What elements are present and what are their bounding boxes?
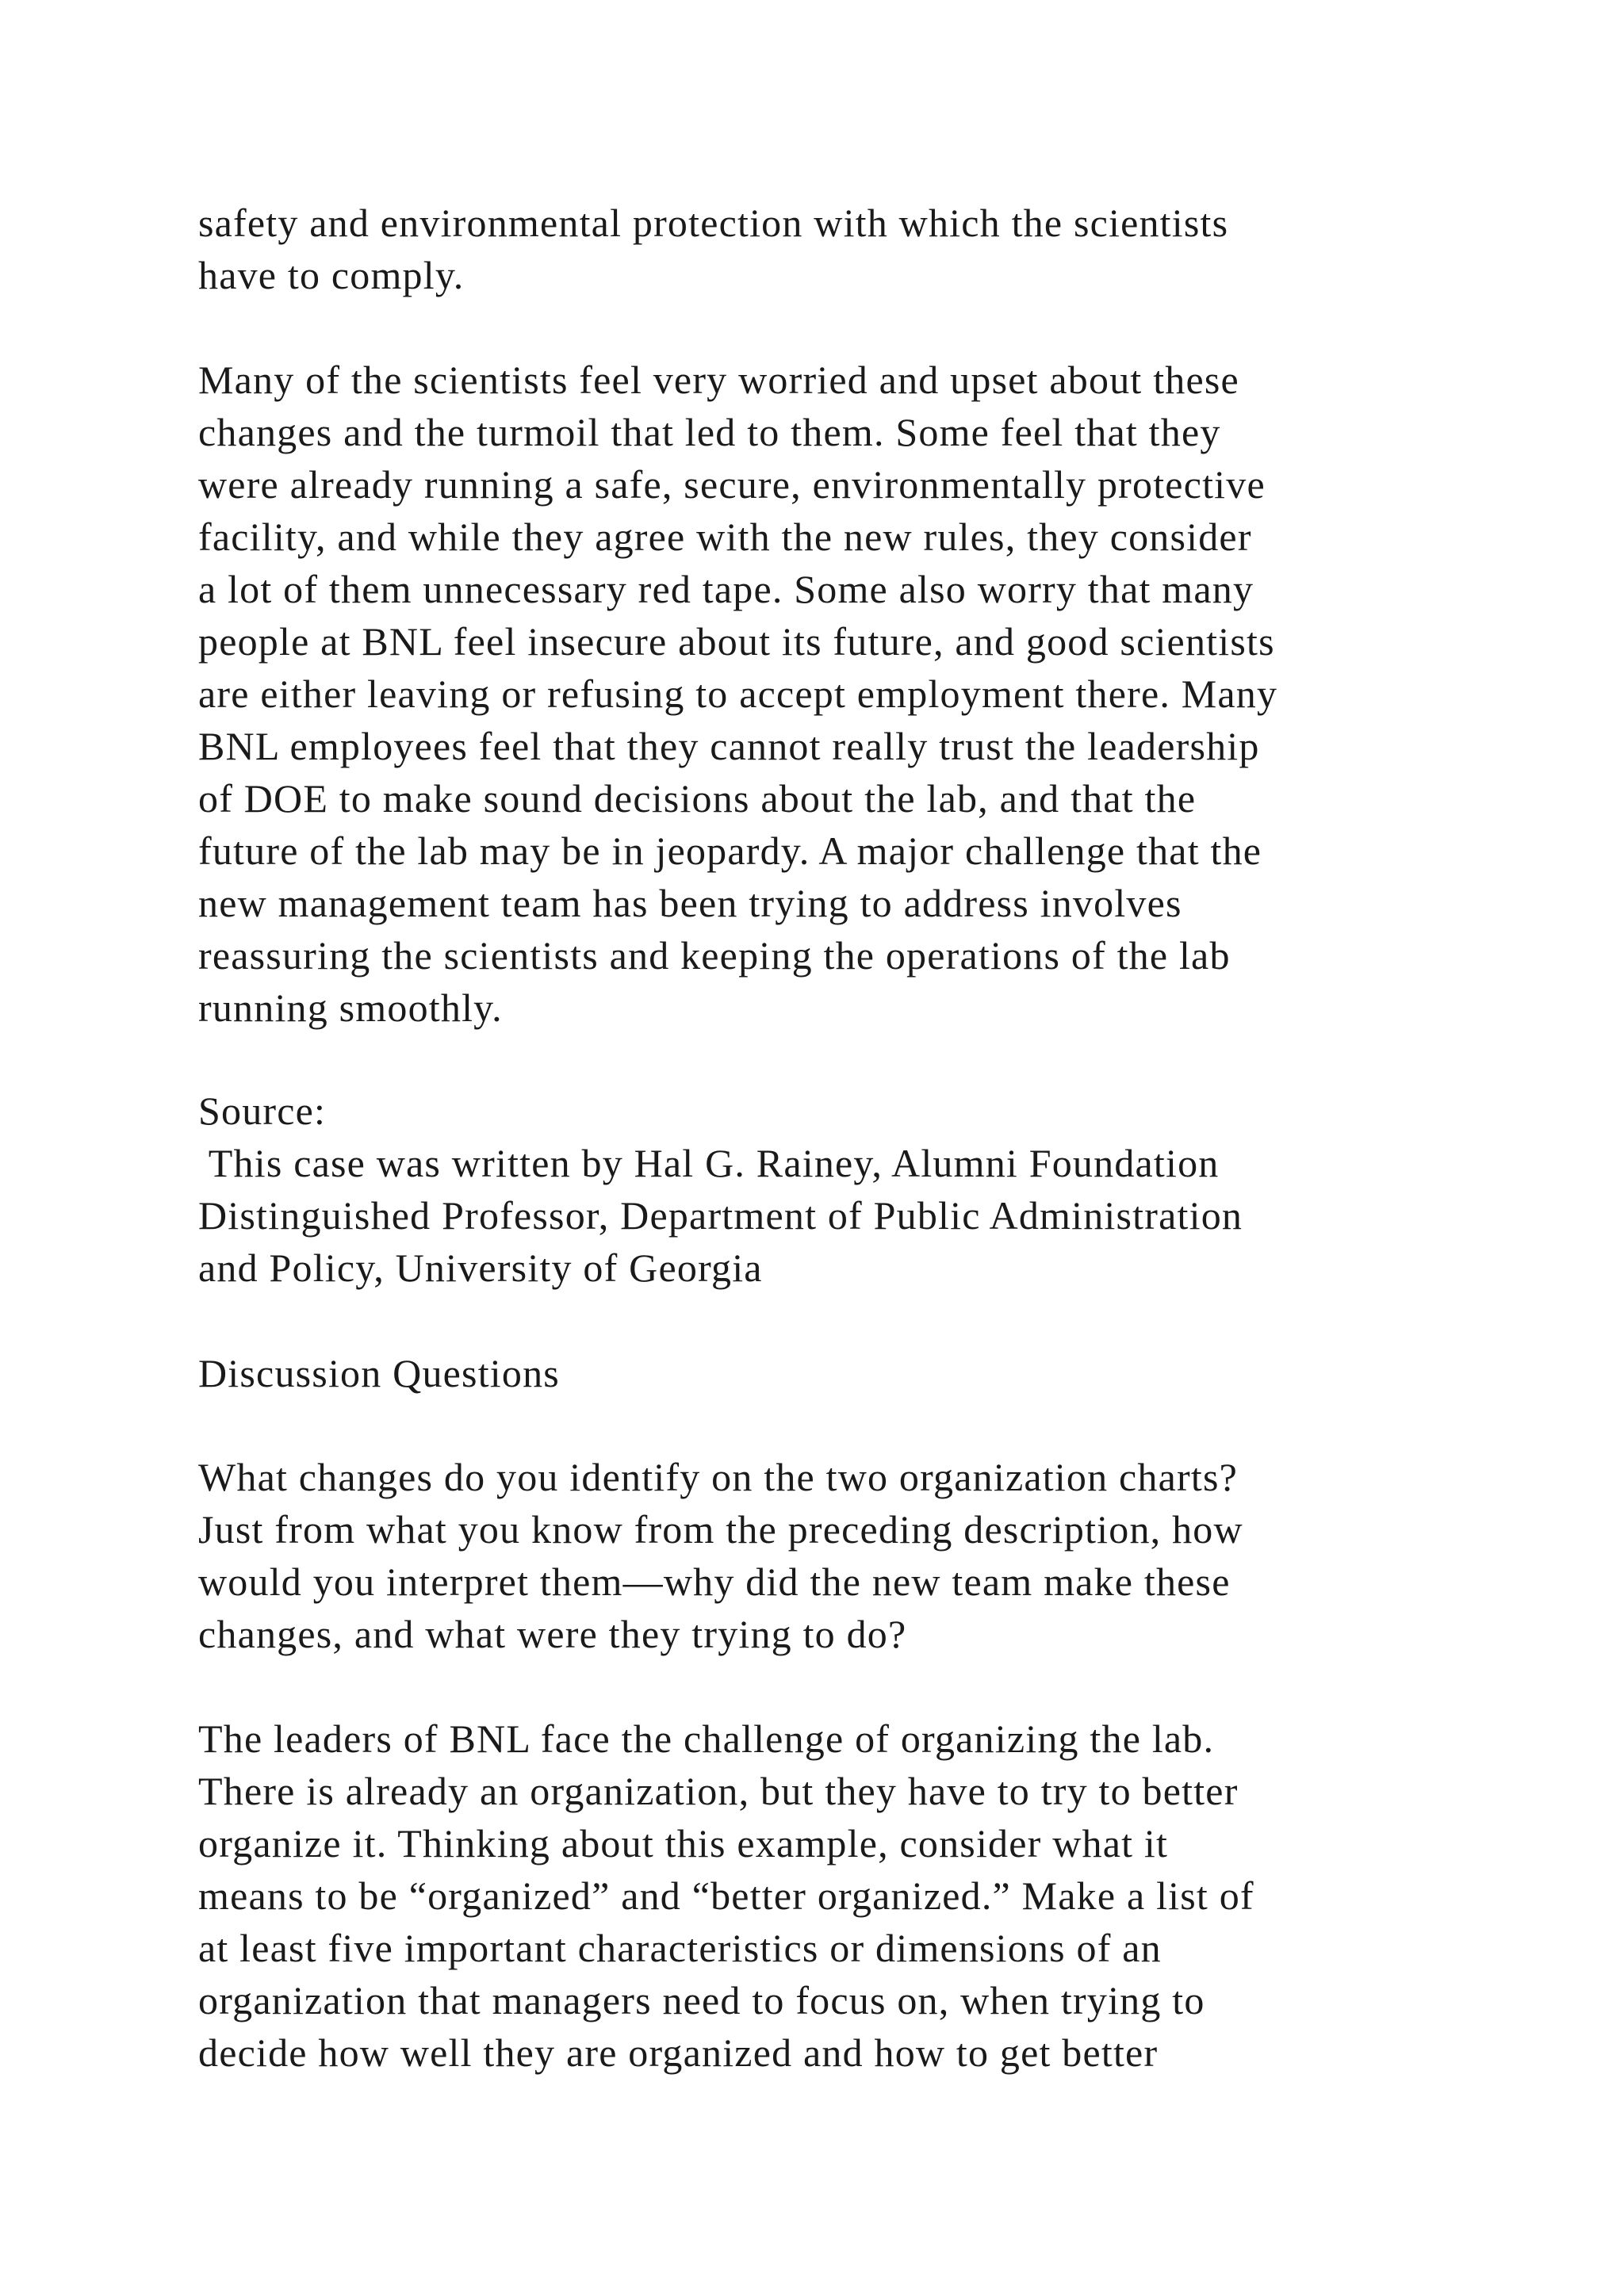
text-line: safety and environmental protection with which the scientists [198,201,1229,245]
text-line: BNL employees feel that they cannot really trust the leadership [198,724,1260,768]
text-line: are either leaving or refusing to accept employment there. Many [198,672,1278,716]
text-line: reassuring the scientists and keeping the operations of the lab [198,933,1231,978]
text-line: This case was written by Hal G. Rainey, Alumni Foundation [198,1141,1220,1185]
text-line: of DOE to make sound decisions about the lab, and that the [198,776,1197,821]
source-citation [198,1085,1483,1294]
section-heading: Discussion Questions [198,1351,560,1395]
text-line: changes and the turmoil that led to them. Some feel that they [198,410,1221,454]
text-line: What changes do you identify on the two organization charts? [198,1455,1238,1499]
text-line: and Policy, University of Georgia [198,1246,763,1290]
text-line: Distinguished Professor, Department of Public Administration [198,1193,1243,1238]
text-line: The leaders of BNL face the challenge of organizing the lab. [198,1716,1215,1761]
text-line: facility, and while they agree with the new rules, they consider [198,515,1252,559]
text-line: new management team has been trying to address involves [198,881,1182,925]
paragraph-scientists-worried [198,354,1483,1034]
text-line: were already running a safe, secure, environmentally protective [198,462,1266,507]
source-label: Source: [198,1089,327,1133]
text-line: means to be “organized” and “better organized.” Make a list of [198,1873,1254,1918]
text-line: decide how well they are organized and how to get better [198,2030,1159,2075]
discussion-question-1 [198,1451,1483,1660]
text-line: Many of the scientists feel very worried and upset about these [198,358,1239,402]
text-line: people at BNL feel insecure about its future, and good scientists [198,619,1275,664]
discussion-heading-block [198,1347,1483,1399]
text-line: at least five important characteristics or dimensions of an [198,1926,1162,1970]
text-line: future of the lab may be in jeopardy. A major challenge that the [198,828,1262,873]
discussion-question-2 [198,1712,1483,2079]
text-line: would you interpret them—why did the new team make these [198,1559,1231,1604]
text-line: running smoothly. [198,985,503,1030]
text-line: There is already an organization, but they have to try to better [198,1769,1239,1813]
text-line: have to comply. [198,253,465,297]
text-line: changes, and what were they trying to do? [198,1612,907,1656]
text-line: Just from what you know from the preceding description, how [198,1507,1243,1552]
paragraph-safety [198,197,1483,301]
text-line: a lot of them unnecessary red tape. Some also worry that many [198,567,1254,611]
text-line: organization that managers need to focus on, when trying to [198,1978,1205,2022]
text-line: organize it. Thinking about this example, consider what it [198,1821,1169,1866]
